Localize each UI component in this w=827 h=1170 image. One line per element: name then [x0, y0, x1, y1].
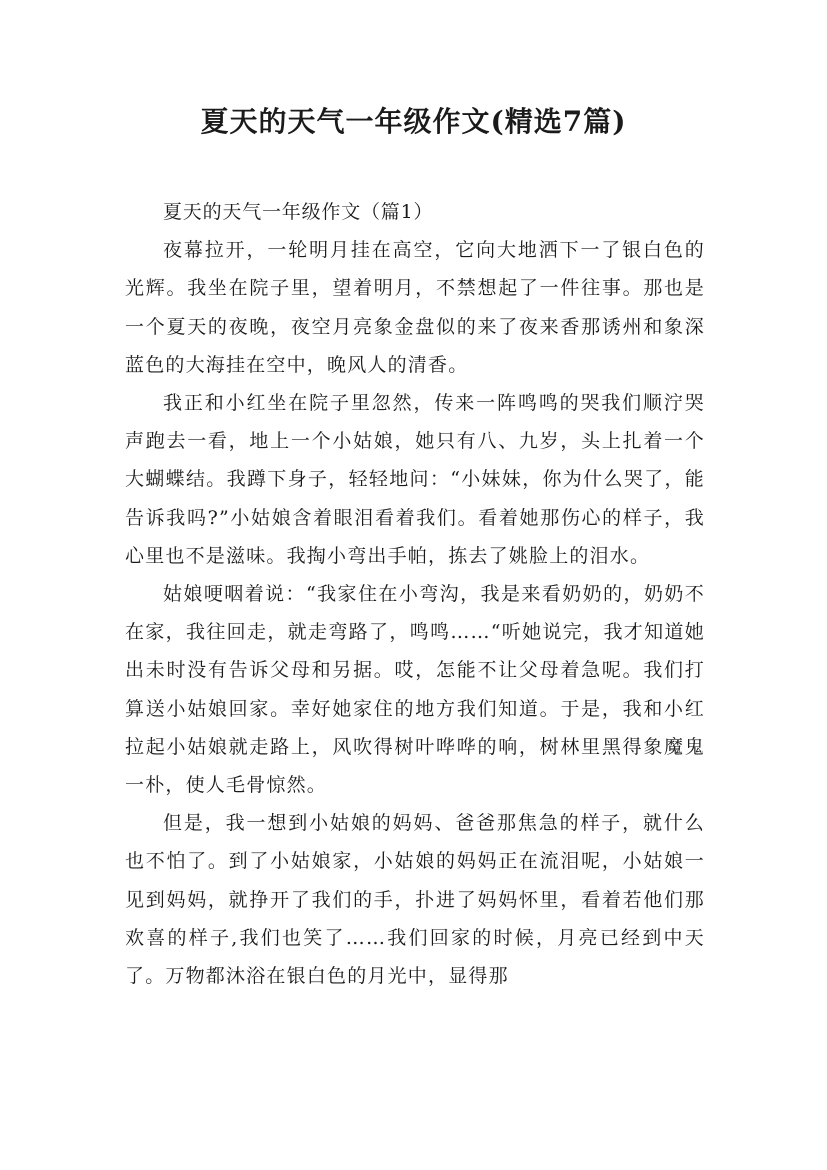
document-title: 夏天的天气一年级作文(精选7篇): [200, 105, 627, 138]
paragraph: 我正和小红坐在院子里忽然，传来一阵鸣鸣的哭我们顺泞哭声跑去一看，地上一个小姑娘，她只有八、九岁，头上扎着一个大蝴蝶结。我蹲下身子，轻轻地问：“小妹妹，你为什么哭了，能告诉我吗?”小姑娘含着眼泪看着我们。看着她那伤心的样子，我心里也不是滋味。我掏小弯出手帕，拣去了姚脸上的泪水。: [125, 392, 705, 567]
section-heading: 夏天的天气一年级作文（篇1）: [163, 201, 434, 223]
paragraph: 但是，我一想到小姑娘的妈妈、爸爸那焦急的样子，就什么也不怕了。到了小姑娘家，小姑娘的妈妈正在流泪呢，小姑娘一见到妈妈，就挣开了我们的手，扑进了妈妈怀里，看着若他们那欢喜的样子,我们也笑了……我们回家的时候，月亮已经到中天了。万物都沐浴在银白色的月光中，显得那: [125, 812, 705, 988]
paragraph: 姑娘哽咽着说：“我家住在小弯沟，我是来看奶奶的，奶奶不在家，我往回走，就走弯路了，鸣鸣……“听她说完，我才知道她出未时没有告诉父母和另据。哎，怎能不让父母着急呢。我们打算送小姑娘回家。幸好她家住的地方我们知道。于是，我和小红拉起小姑娘就走路上，风吹得树叶哗哗的响，树林里黑得象魔鬼一朴，使人毛骨惊然。: [125, 583, 705, 797]
paragraph: 夜幕拉开，一轮明月挂在高空，它向大地洒下一了银白色的光辉。我坐在院子里，望着明月，不禁想起了一件往事。那也是一个夏天的夜晚，夜空月亮象金盘似的来了夜来香那诱州和象深蓝色的大海挂在空中，晚风人的清香。: [125, 239, 705, 376]
document-body: [125, 193, 705, 995]
